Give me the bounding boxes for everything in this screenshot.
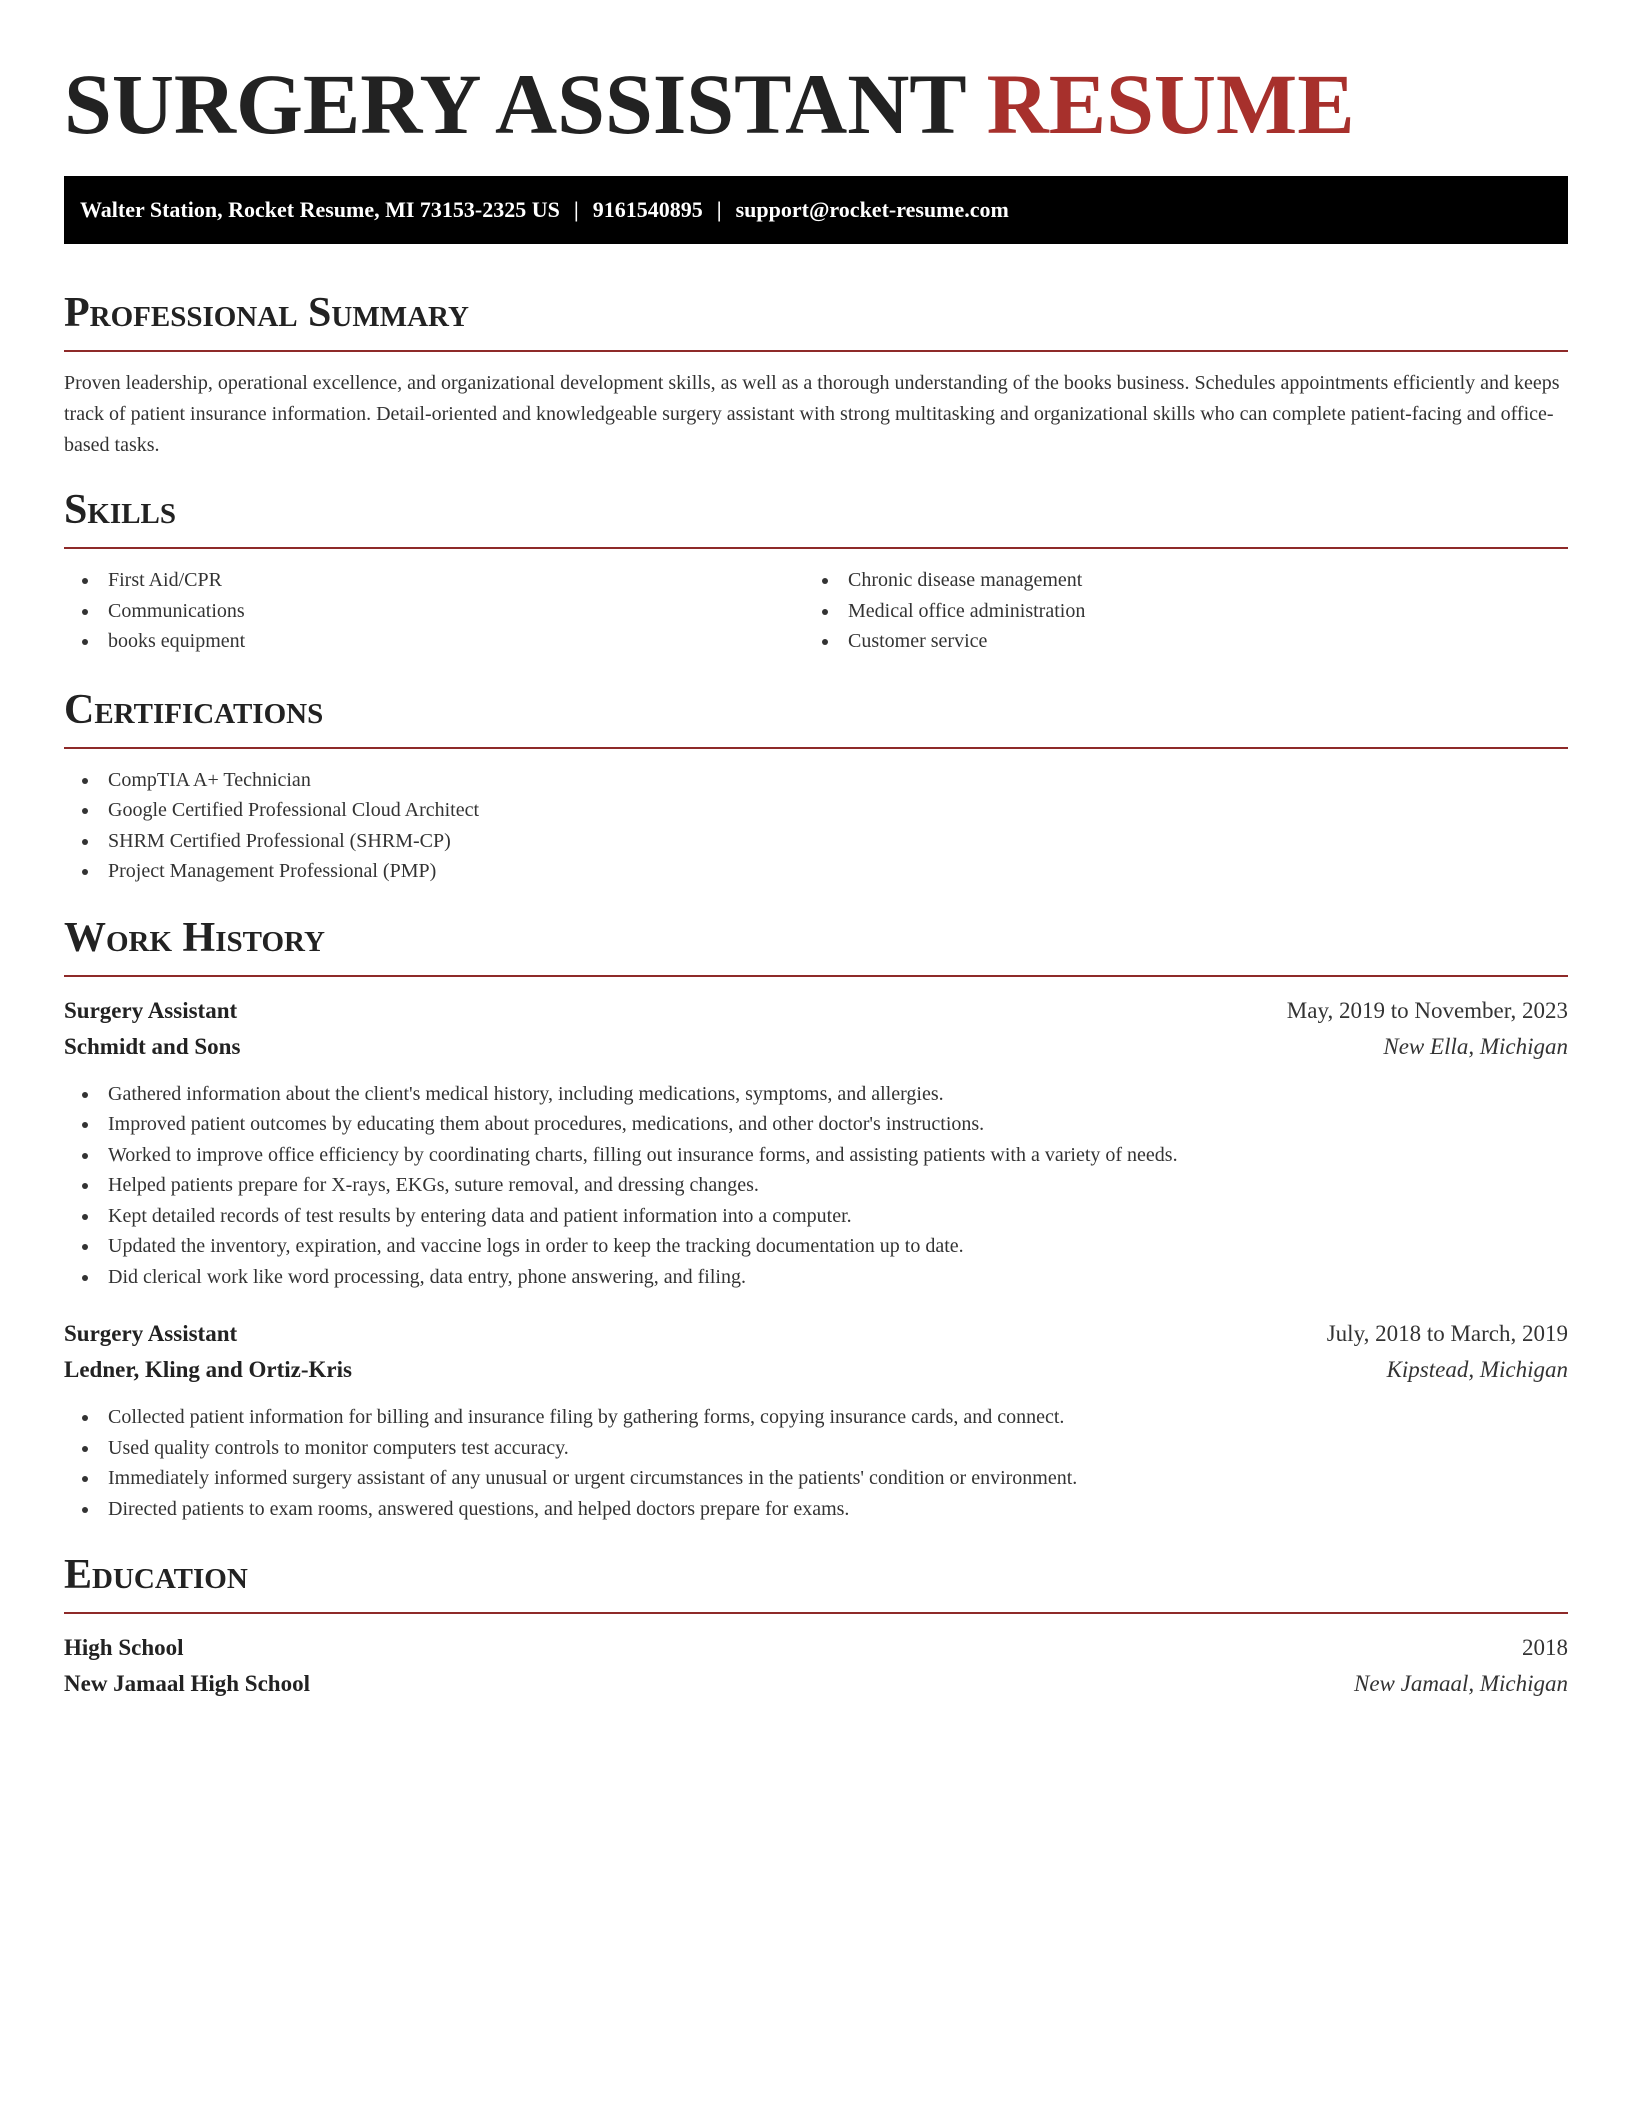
job-location: Kipstead, Michigan xyxy=(1386,1357,1568,1382)
certifications-heading: Certifications xyxy=(64,686,324,733)
summary-text: Proven leadership, operational excellence, and organizational development skills, as well as a thorough understanding of the books business. Schedules appointments efficiently and keeps track of patient insurance information. Detail-oriented and knowledgeable surgery assistant with strong multitasking and organizational skills who can complete patient-facing and office-based tasks. xyxy=(64,372,1560,456)
job-title-row xyxy=(64,1316,1568,1352)
skill-item: Customer service xyxy=(804,626,1544,657)
contact-separator: | xyxy=(573,197,579,222)
title-main: SURGERY ASSISTANT xyxy=(64,56,966,152)
contact-phone[interactable]: 9161540895 xyxy=(592,197,703,222)
skills-section xyxy=(64,485,1568,657)
section-divider xyxy=(64,975,1568,977)
job-duty-item: Worked to improve office efficiency by coordinating charts, filling out insurance forms, and assisting patients with a variety of needs. xyxy=(64,1140,1568,1171)
certifications-list xyxy=(64,765,1568,887)
resume-page xyxy=(64,0,1568,1702)
education-degree-row xyxy=(64,1630,1568,1666)
job-dates: May, 2019 to November, 2023 xyxy=(1286,997,1568,1023)
title-accent: RESUME xyxy=(986,56,1355,152)
job-title: Surgery Assistant xyxy=(64,1321,238,1346)
job-company-row xyxy=(64,1352,1568,1388)
education-entry xyxy=(64,1630,1568,1702)
work-history-heading: Work History xyxy=(64,914,325,961)
contact-separator: | xyxy=(716,197,722,222)
job-duty-item: Did clerical work like word processing, data entry, phone answering, and filing. xyxy=(64,1262,1568,1293)
job-duty-item: Directed patients to exam rooms, answered questions, and helped doctors prepare for exams. xyxy=(64,1494,1568,1525)
job-dates: July, 2018 to March, 2019 xyxy=(1326,1321,1568,1346)
section-divider xyxy=(64,547,1568,549)
job-duty-item: Used quality controls to monitor computers test accuracy. xyxy=(64,1433,1568,1464)
job-company: Ledner, Kling and Ortiz-Kris xyxy=(64,1357,352,1382)
skills-list-right xyxy=(804,565,1544,657)
job-duty-item: Kept detailed records of test results by entering data and patient information into a computer. xyxy=(64,1201,1568,1232)
education-section xyxy=(64,1550,1568,1702)
job-duty-item: Updated the inventory, expiration, and vaccine logs in order to keep the tracking documentation up to date. xyxy=(64,1231,1568,1262)
certification-item: Project Management Professional (PMP) xyxy=(64,856,1568,887)
contact-address: Walter Station, Rocket Resume, MI 73153-2325 US xyxy=(80,197,560,222)
skill-item: Medical office administration xyxy=(804,596,1544,627)
job-duty-item: Collected patient information for billing and insurance filing by gathering forms, copying insurance cards, and connect. xyxy=(64,1402,1568,1433)
skills-columns xyxy=(64,565,1568,657)
certification-item: Google Certified Professional Cloud Architect xyxy=(64,795,1568,826)
section-divider xyxy=(64,1612,1568,1614)
job-duty-item: Helped patients prepare for X-rays, EKGs, suture removal, and dressing changes. xyxy=(64,1170,1568,1201)
certification-item: SHRM Certified Professional (SHRM-CP) xyxy=(64,826,1568,857)
job-title-row xyxy=(64,993,1568,1029)
skill-item: First Aid/CPR xyxy=(64,565,804,596)
job-duty-item: Improved patient outcomes by educating them about procedures, medications, and other doctor's instructions. xyxy=(64,1109,1568,1140)
job-entry xyxy=(64,993,1568,1293)
skills-list-left xyxy=(64,565,804,657)
section-divider xyxy=(64,747,1568,749)
section-divider xyxy=(64,350,1568,352)
certification-item: CompTIA A+ Technician xyxy=(64,765,1568,796)
contact-bar xyxy=(64,176,1568,244)
certifications-section xyxy=(64,685,1568,887)
job-duties-list xyxy=(64,1079,1568,1293)
job-company: Schmidt and Sons xyxy=(64,1033,241,1059)
job-title: Surgery Assistant xyxy=(64,997,238,1023)
job-company-row xyxy=(64,1029,1568,1065)
skills-heading: Skills xyxy=(64,487,177,533)
contact-email[interactable]: support@rocket-resume.com xyxy=(735,197,1009,222)
work-history-section xyxy=(64,913,1568,1525)
summary-heading: Professional Summary xyxy=(64,290,469,336)
job-duty-item: Gathered information about the client's medical history, including medications, symptoms, and allergies. xyxy=(64,1079,1568,1110)
skill-item: Chronic disease management xyxy=(804,565,1544,596)
skill-item: books equipment xyxy=(64,626,804,657)
education-heading: Education xyxy=(64,1552,248,1598)
education-school: New Jamaal High School xyxy=(64,1671,310,1696)
education-year: 2018 xyxy=(1522,1635,1568,1660)
job-location: New Ella, Michigan xyxy=(1383,1033,1568,1059)
job-duty-item: Immediately informed surgery assistant of any unusual or urgent circumstances in the patients' condition or environment. xyxy=(64,1463,1568,1494)
education-degree: High School xyxy=(64,1635,184,1660)
resume-title xyxy=(64,56,1568,152)
education-school-row xyxy=(64,1666,1568,1702)
job-duties-list xyxy=(64,1402,1568,1524)
job-entry xyxy=(64,1316,1568,1524)
education-location: New Jamaal, Michigan xyxy=(1354,1671,1568,1696)
skill-item: Communications xyxy=(64,596,804,627)
summary-section xyxy=(64,288,1568,461)
